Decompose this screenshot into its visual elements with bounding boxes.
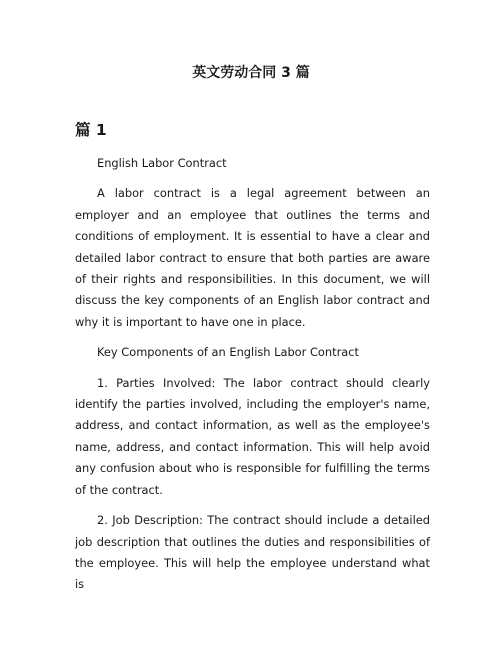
- paragraph-job-description: 2. Job Description: The contract should include a detailed job description that outlines the duties and responsibilities of the employee. This will help the employee understand what is: [75, 513, 430, 592]
- paragraph-parties-involved: 1. Parties Involved: The labor contract should clearly identify the parties involved, including the employer's name, address, and contact information, as well as the employee's name, address, and contact information. This will help avoid any confusion about who is responsible for fulfilling the terms of the contract.: [75, 375, 430, 497]
- paragraph-components-heading: Key Components of an English Labor Contract: [97, 345, 359, 360]
- section-heading: 篇 1: [75, 121, 107, 139]
- paragraph-intro: A labor contract is a legal agreement between an employer and an employee that outlines the terms and conditions of employment. It is essential to have a clear and detailed labor contract to ensure that both parties are aware of their rights and responsibilities. In this document, we will discuss the key components of an English labor contract and why it is important to have one in place.: [75, 186, 430, 329]
- document-title: 英文劳动合同 3 篇: [192, 65, 310, 81]
- document-body: [75, 153, 430, 605]
- paragraph-contract-title: English Labor Contract: [97, 156, 227, 170]
